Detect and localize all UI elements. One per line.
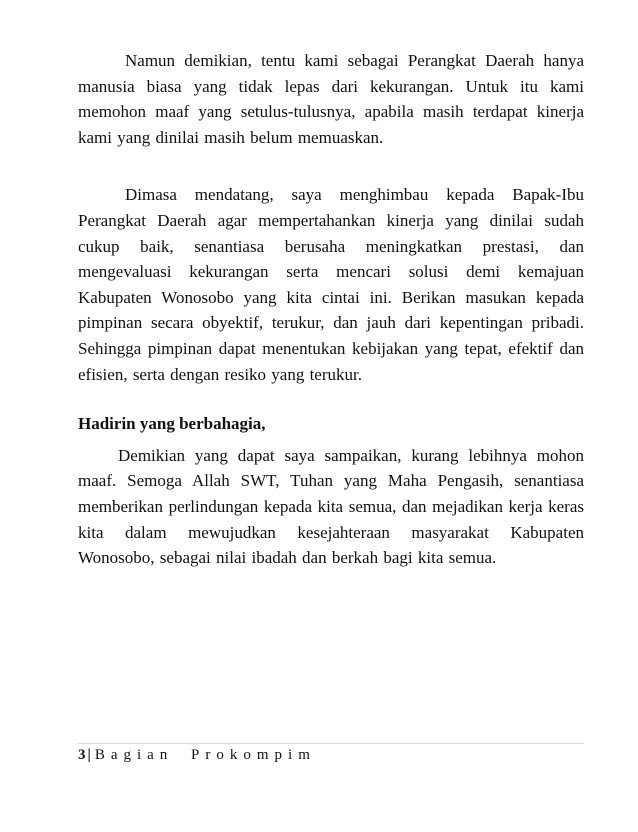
body-paragraph-2: Dimasa mendatang, saya menghimbau kepada Bapak-Ibu Perangkat Daerah agar mempertahankan kinerja yang dinilai sudah cukup baik, senantiasa berusaha meningkatkan prestasi, dan mengevaluasi kekurangan serta mencari solusi demi kemajuan Kabupaten Wonosobo yang kita cintai ini. Berikan masukan kepada pimpinan secara obyektif, terukur, dan jauh dari kepentingan pribadi. Sehingga pimpinan dapat menentukan kebijakan yang tepat, efektif dan efisien, serta dengan resiko yang terukur. xyxy=(78,185,584,384)
footer-section-name: Bagian Prokompim xyxy=(94,747,316,763)
page-footer xyxy=(78,746,316,764)
body-paragraph-3: Demikian yang dapat saya sampaikan, kurang lebihnya mohon maaf. Semoga Allah SWT, Tuhan yang Maha Pengasih, senantiasa memberikan perlindungan kepada kita semua, dan mejadikan kerja keras kita dalam mewujudkan kesejahteraan masyarakat Kabupaten Wonosobo, sebagai nilai ibadah dan berkah bagi kita semua. xyxy=(78,445,584,568)
document-page xyxy=(78,48,584,571)
page-number: 3 xyxy=(78,747,86,763)
body-paragraph-1: Namun demikian, tentu kami sebagai Perangkat Daerah hanya manusia biasa yang tidak lepas dari kekurangan. Untuk itu kami memohon maaf yang setulus-tulusnya, apabila masih terdapat kinerja kami yang dinilai masih belum memuaskan. xyxy=(78,51,584,147)
section-heading: Hadirin yang berbahagia, xyxy=(78,414,266,434)
footer-divider xyxy=(78,743,584,744)
footer-separator: | xyxy=(87,747,91,763)
